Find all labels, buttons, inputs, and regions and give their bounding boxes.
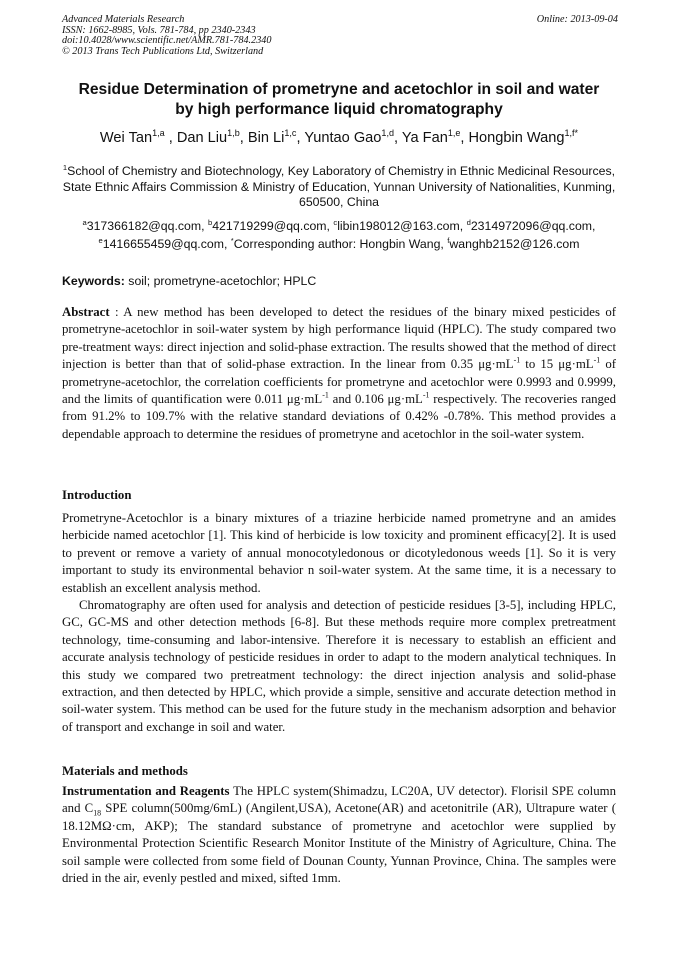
email-b[interactable]: 421719299@qq.com,	[212, 219, 330, 233]
author-separator: ,	[460, 130, 469, 146]
author-sup: 1,d	[381, 128, 394, 139]
email-sup: b	[207, 217, 213, 227]
affiliation-sup: 1	[62, 162, 68, 172]
introduction-paragraph-2: Chromatography are often used for analysis and detection of pesticide residues [3-5], including HPLC, GC, GC-MS and other detection methods [6-8]. But these methods require more complex pretreatment technology, time-consuming and labor-intensive. Therefore it is necessary to establish an efficient and accurate analysis technology of pesticide residues in order to adapt to the modern analytical techniques. In this study we compared two pretreatment technology: the direct injection analysis and solid-phase extraction, and then detected by HPLC, which provide a simple, sensitive and accurate detection method in soil-water system. This method can be used for the future study in the mechanism adsorption and behavior of transport and exchange in soil and water.	[62, 598, 616, 734]
author-name: Ya Fan	[401, 130, 448, 146]
abstract-text: of prometryne-acetochlor, the correlation coefficients for prometryne and acetochlor were 0.9993 and 0.9999, and the limits of quantification were 0.011 μg·mL	[62, 357, 617, 407]
abstract-text: respectively. The recoveries ranged from 91.2% to 109.7% with the relative standard deviations of 0.42% -0.78%. This method provides a dependable approach to determine the residues of prometryne and acetochlor in the soil-water system.	[62, 392, 616, 441]
author-sup: 1,e	[447, 128, 461, 139]
unit-sup: -1	[322, 390, 329, 400]
introduction-heading: Introduction	[62, 488, 132, 502]
abstract-paragraph	[62, 304, 616, 443]
keywords	[62, 273, 618, 289]
c18-sub: 18	[93, 808, 102, 818]
unit-sup: -1	[593, 355, 601, 365]
journal-copyright: © 2013 Trans Tech Publications Ltd, Switzerland	[62, 45, 264, 57]
corresponding-author: Corresponding author: Hongbin Wang,	[233, 236, 444, 251]
author-separator: ,	[239, 130, 248, 146]
instrumentation-paragraph	[62, 783, 616, 887]
unit-sup: -1	[422, 390, 430, 400]
journal-issn: ISSN: 1662-8985, Vols. 781-784, pp 2340-2343	[62, 24, 256, 36]
email-e[interactable]: 1416655459@qq.com,	[102, 236, 228, 251]
email-line-1	[40, 218, 638, 236]
author-sup: 1,c	[284, 128, 297, 139]
email-a[interactable]: 317366182@qq.com,	[86, 219, 205, 233]
email-sup: a	[82, 217, 87, 227]
email-f[interactable]: wanghb2152@126.com	[449, 236, 580, 251]
abstract-text: and 0.106 μg·mL	[328, 392, 423, 407]
abstract-text: : A new method has been developed to detect the residues of the binary mixed pesticides of prometryne-acetochlor in soil-water system by high performance liquid (HPLC). The study compared two pre-treatment ways: direct injection and solid-phase extraction. The results showed that the method of direct injection is better than that of solid-phase extraction. In the linear from 0.35 μg·mL	[62, 305, 616, 372]
email-line-2	[40, 236, 638, 254]
author-emails	[40, 218, 638, 253]
author-name: Wei Tan	[99, 130, 153, 146]
email-sup: c	[333, 217, 338, 227]
author-sup: 1,b	[227, 128, 240, 139]
author-name: Dan Liu	[176, 130, 228, 146]
keywords-label: Keywords:	[62, 274, 125, 288]
email-sup: f	[447, 235, 450, 245]
author-sup: 1,f*	[564, 128, 579, 139]
journal-name: Advanced Materials Research	[62, 14, 185, 25]
journal-header	[62, 15, 618, 57]
affiliation	[60, 164, 618, 211]
methods-text: The HPLC system(Shimadzu, LC20A, UV detector). Florisil SPE column and C	[62, 784, 616, 816]
introduction-paragraph-1: Prometryne-Acetochlor is a binary mixtures of a triazine herbicide named prometryne and an amides herbicide named acetochlor [1]. This kind of herbicide is low toxicity and prominent efficacy[2]. It is used to prevent or remove a variety of annual monocotyledonous or dicotyledonous weeds [1]. So it is very important to study its environmental behavior n soil-water system. At the same time, it is a necessary to establish an excellent analysis method.	[62, 511, 616, 595]
introduction-body	[62, 510, 616, 736]
author-sup: 1,a	[152, 128, 165, 139]
abstract	[62, 304, 616, 443]
keywords-text: soil; prometryne-acetochlor; HPLC	[128, 274, 317, 288]
author-list	[40, 128, 638, 148]
methods-heading: Materials and methods	[62, 764, 188, 778]
title-line-1: Residue Determination of prometryne and acetochlor in soil and water	[78, 81, 600, 98]
email-sup: *	[230, 235, 234, 245]
online-date: Online: 2013-09-04	[536, 14, 618, 25]
email-sup: d	[466, 217, 471, 227]
abstract-label: Abstract	[62, 305, 110, 319]
author-separator: ,	[393, 130, 402, 146]
email-d[interactable]: 2314972096@qq.com,	[470, 219, 596, 233]
methods-text: SPE column(500mg/6mL) (Angilent,USA), Acetone(AR) and acetonitrile (AR), Ultrapure water ( 18.12MΩ·cm, AKP); The standard substance of prometryne and acetochlor were supplied by Environmental Protection Scientific Research Monitor Institute of the Ministry of Agriculture, China. The soil sample were collected from some field of Dounan County, Yunnan Province, China. The samples were dried in the air, evenly pestled and mixed, sifted 1mm.	[62, 801, 616, 886]
affiliation-text: School of Chemistry and Biotechnology, Key Laboratory of Chemistry in Ethnic Medicinal Resources, State Ethnic Affairs Commission & Ministry of Education, Yunnan University of Nationalities, Kunming, 650500, China	[62, 164, 616, 209]
email-sup: e	[98, 235, 103, 245]
author-name: Hongbin Wang	[468, 130, 565, 146]
abstract-text: to 15 μg·mL	[520, 357, 594, 372]
email-c[interactable]: libin198012@163.com,	[337, 219, 464, 233]
methods-body	[62, 783, 616, 887]
unit-sup: -1	[513, 355, 521, 365]
title-line-2: by high performance liquid chromatography	[175, 101, 503, 118]
author-separator: ,	[164, 130, 177, 146]
instrumentation-label: Instrumentation and Reagents	[62, 784, 230, 798]
author-name: Yuntao Gao	[304, 130, 382, 146]
author-name: Bin Li	[247, 130, 285, 146]
journal-doi: doi:10.4028/www.scientific.net/AMR.781-784.2340	[62, 35, 272, 47]
paper-title	[40, 80, 638, 120]
author-separator: ,	[296, 130, 305, 146]
